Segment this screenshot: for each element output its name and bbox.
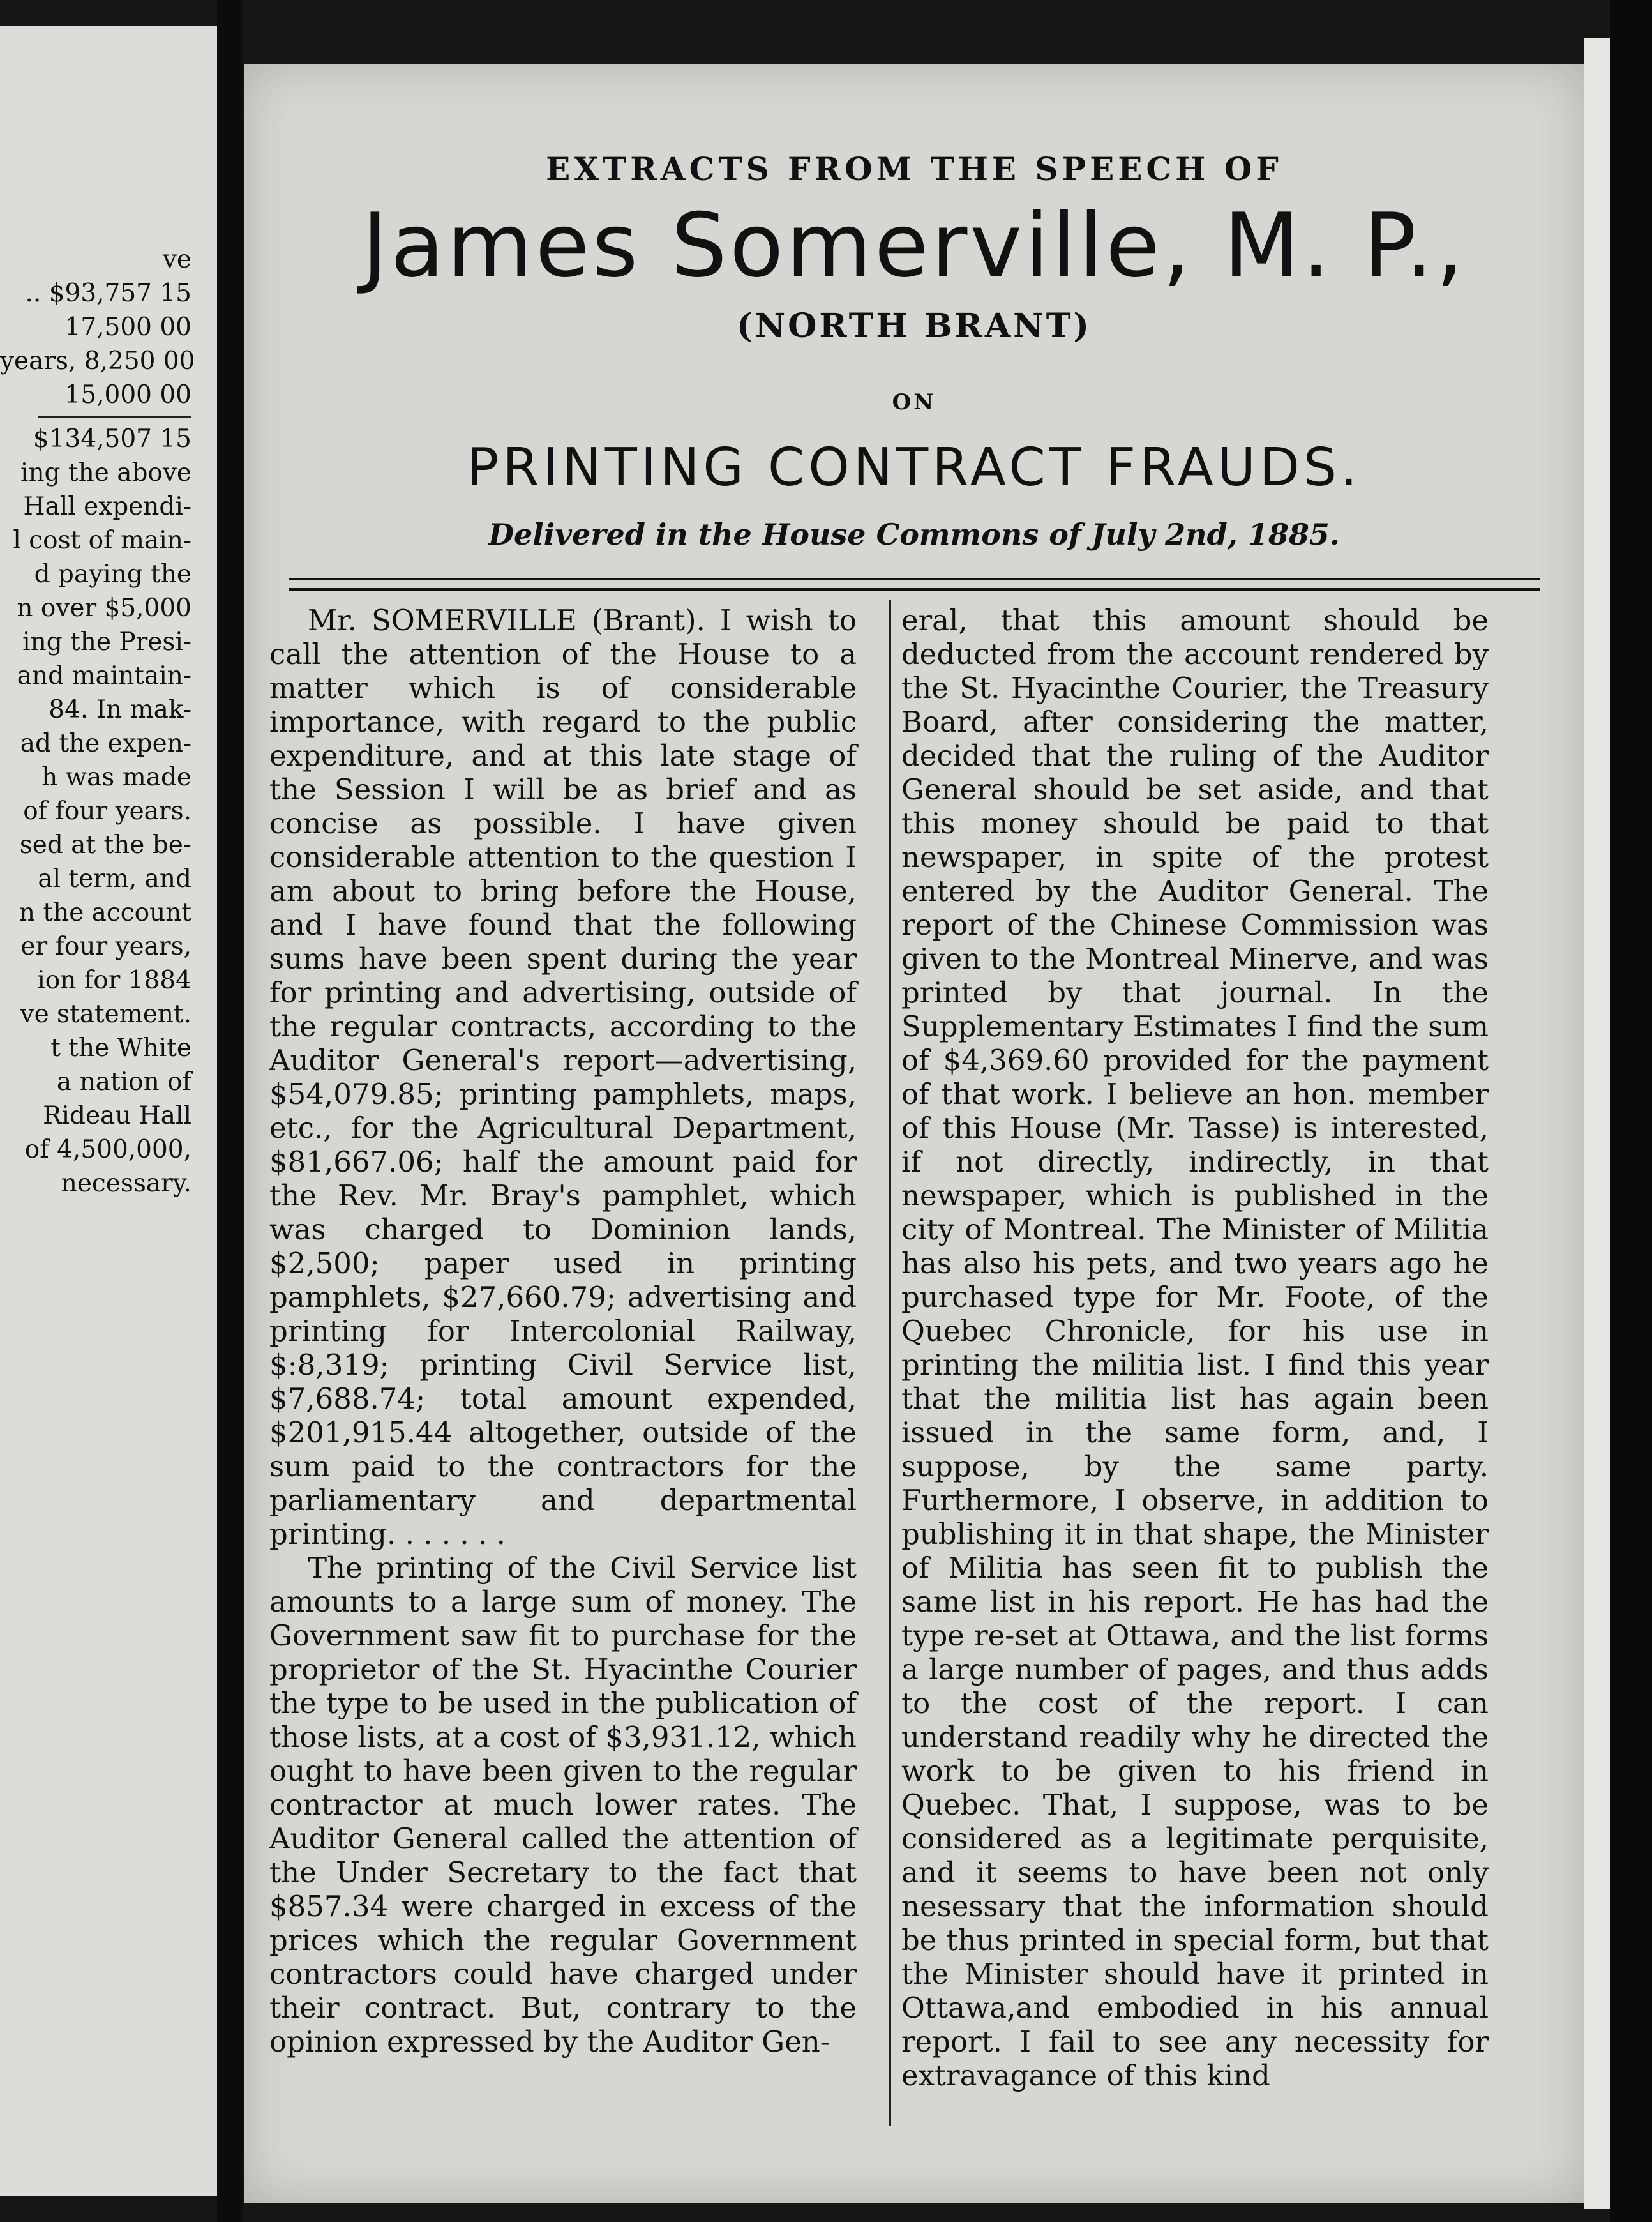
previous-page-line: er four years, <box>20 932 191 961</box>
previous-page-line: l cost of main- <box>13 526 191 555</box>
previous-page-line: t the White <box>50 1034 191 1062</box>
on-label: ON <box>892 389 936 415</box>
previous-page-line: and maintain- <box>17 661 191 690</box>
previous-page-line: h was made <box>41 763 191 792</box>
previous-page-line: $134,507 15 <box>33 425 191 453</box>
previous-page-line: ion for 1884 <box>37 966 191 995</box>
previous-page-line: ing the Presi- <box>22 628 191 656</box>
previous-page-line: years, 8,250 00 <box>0 347 195 375</box>
previous-page-line: Rideau Hall <box>43 1101 191 1130</box>
scan-border <box>1610 0 1652 2222</box>
previous-page-line: 84. In mak- <box>49 695 191 724</box>
delivery-line: Delivered in the House Commons of July 2nd, 1885. <box>488 517 1340 552</box>
previous-page-line: ve <box>162 245 191 274</box>
header-double-rule <box>289 578 1540 591</box>
previous-page-line: n over $5,000 <box>17 594 191 623</box>
previous-page-line: a nation of <box>56 1068 191 1096</box>
previous-page-line: ing the above <box>20 458 191 487</box>
previous-page-line: ve statement. <box>20 1000 191 1029</box>
paragraph-civil-service: The printing of the Civil Service list amounts to a large sum of money. The Government saw fit to purchase for the proprietor of the St. Hyacinthe Courier the type to be used in the publication of those lists, at a cost of $3,931.12, which ought to have been given to the regular contractor at much lower rates. The Auditor General called the attention of the Under Secretary to the fact that $857.34 were charged in excess of the prices which the regular Government contractors could have charged under their contract. But, contrary to the opinion expressed by the Auditor Gen- <box>269 1551 857 2059</box>
previous-page-text <box>0 243 195 1200</box>
previous-page-line: sed at the be- <box>19 831 191 859</box>
right-column <box>901 603 1489 2092</box>
paragraph-continuation: eral, that this amount should be deducted from the account rendered by the St. Hyacinthe Courier, the Treasury Board, after considering the matter, decided that the ruling of the Auditor General should be set aside, and that this money should be paid to that newspaper, in spite of the protest entered by the Auditor General. The report of the Chinese Commission was given to the Montreal Minerve, and was printed by that journal. In the Supplementary Estimates I find the sum of $4,369.60 provided for the payment of that work. I believe an hon. member of this House (Mr. Tasse) is interested, if not directly, indirectly, in that newspaper, which is published in the city of Montreal. The Minister of Militia has also his pets, and two years ago he purchased type for Mr. Foote, of the Quebec Chronicle, for his use in printing the militia list. I find this year that the militia list has again been issued in the same form, and, I suppose, by the same party. Furthermore, I observe, in addition to publishing it in that shape, the Minister of Militia has seen fit to publish the same list in his report. He has had the type re-set at Ottawa, and the list forms a large number of pages, and thus adds to the cost of the report. I can understand readily why he directed the work to be given to his friend in Quebec. That, I suppose, was to be considered as a legitimate perquisite, and it seems to have been not only nesessary that the information should be thus printed in special form, but that the Minister should have it printed in Ottawa,and embodied in his annual report. I fail to see any necessity for extravagance of this kind <box>901 603 1489 2092</box>
previous-page-line: n the account <box>19 898 191 927</box>
riding-subtitle: (NORTH BRANT) <box>736 306 1092 345</box>
kicker-heading: EXTRACTS FROM THE SPEECH OF <box>546 150 1282 188</box>
sum-rule <box>38 416 191 418</box>
previous-page-line: d paying the <box>34 560 191 589</box>
previous-page-line: 15,000 00 <box>64 381 191 409</box>
previous-page-line: al term, and <box>38 865 191 893</box>
previous-page-line: .. $93,757 15 <box>25 279 191 308</box>
previous-page-line: necessary. <box>61 1169 191 1198</box>
previous-page-line: 17,500 00 <box>64 313 191 342</box>
previous-page-line: Hall expendi- <box>23 492 191 521</box>
topic-heading: PRINTING CONTRACT FRAUDS. <box>467 437 1362 498</box>
previous-page-line: ad the expen- <box>20 729 191 758</box>
page-gutter <box>217 0 243 2222</box>
page-edge <box>1584 38 1610 2209</box>
previous-page-line: of four years. <box>23 797 191 826</box>
previous-page <box>0 26 217 2196</box>
column-divider <box>889 600 891 2126</box>
paragraph-opening: Mr. SOMERVILLE (Brant). I wish to call the attention of the House to a matter which is of considerable importance, with regard to the public expenditure, and at this late stage of the Session I will be as brief and as concise as possible. I have given considerable attention to the question I am about to bring before the House, and I have found that the following sums have been spent during the year for printing and advertising, outside of the regular contracts, according to the Auditor General's report—advertising, $54,079.85; printing pamphlets, maps, etc., for the Agricultural Department, $81,667.06; half the amount paid for the Rev. Mr. Bray's pamphlet, which was charged to Dominion lands, $2,500; paper used in printing pamphlets, $27,660.79; advertising and printing for Intercolonial Railway, $:8,319; printing Civil Service list, $7,688.74; total amount expended, $201,915.44 altogether, outside of the sum paid to the contractors for the parliamentary and departmental printing. . . . . . . <box>269 603 857 1551</box>
previous-page-line: of 4,500,000, <box>24 1135 191 1164</box>
speaker-name-title: James Somerville, M. P., <box>361 194 1467 297</box>
left-column <box>269 603 857 2059</box>
document-page <box>244 64 1584 2203</box>
